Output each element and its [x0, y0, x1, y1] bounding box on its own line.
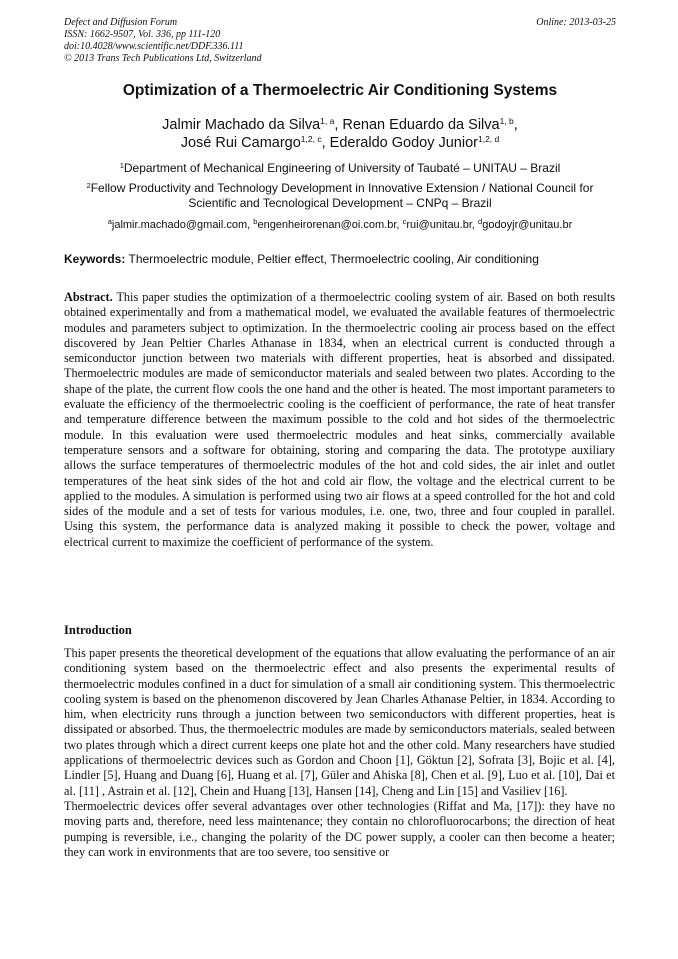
- abstract-label: Abstract.: [64, 290, 113, 304]
- affiliation-mark: 1: [119, 161, 124, 170]
- author-affiliation-mark: 1,2, d: [477, 134, 500, 144]
- author-affiliation-mark: 1, a: [320, 116, 335, 126]
- author-separator: ,: [321, 135, 326, 151]
- email-link[interactable]: godoyjr@unitau.br: [482, 219, 573, 231]
- author-affiliation-mark: 1,2, c: [300, 134, 322, 144]
- email-mark: c: [402, 217, 407, 226]
- author-name: Jalmir Machado da Silva: [162, 117, 321, 133]
- affiliation-2: [64, 181, 616, 211]
- email-mark: b: [253, 217, 258, 226]
- copyright-line: © 2013 Trans Tech Publications Ltd, Switzerland: [64, 53, 262, 64]
- author-emails: [64, 218, 616, 233]
- author-list: [64, 116, 616, 152]
- author-separator: ,: [513, 117, 518, 133]
- author-name: Ederaldo Godoy Junior: [329, 135, 478, 151]
- affiliation-text: Scientific and Tecnological Development – CNPq – Brazil: [188, 196, 492, 210]
- author-line-1: [64, 116, 616, 134]
- author-name: José Rui Camargo: [180, 135, 301, 151]
- email-mark: a: [107, 217, 112, 226]
- paragraph: Thermoelectric devices offer several advantages over other technologies (Riffat and Ma, [17]): they have no moving parts and, therefore, need less maintenance; they contain no chlorofluorocarbons; the direction of heat pumping is reversible, i.e., changing the polarity of the DC power supply, a cooler can then become a heater; they can work in environments that are too severe, too sensitive or: [64, 798, 615, 859]
- page-header: [64, 17, 616, 65]
- paragraph: This paper presents the theoretical development of the equations that allow evaluating the performance of an air conditioning system based on the thermoelectric effect and also presents the experimental results of thermoelectric modules confined in a duct for simulation of a small air conditioning system. This thermoelectric cooling system is based on the phenomenon discovered by Jean Charles Athanase Peltier, in 1834. According to him, when electricity runs through a junction between two semiconductors with different properties, heat is dissipated or absorbed. Thus, the thermoelectric modules are made by semiconductors materials, sealed between two plates through which a direct current keeps one plate hot and the other cold. Many researchers have studied applications of thermoelectric devices such as Gordon and Choon [1], Göktun [2], Sofrata [3], Bojic et al. [4], Lindler [5], Huang and Duang [6], Huang et al. [7], Güler and Ahiska [8], Chen et al. [9], Luo et al. [10], Dai et al. [11] , Astrain et al. [12], Chein and Huang [13], Hansen [14], Cheng and Lin [15] and Vasiliev [16].: [64, 646, 615, 798]
- email-link[interactable]: jalmir.machado@gmail.com,: [111, 219, 251, 231]
- introduction-body: [64, 646, 615, 860]
- paper-title: Optimization of a Thermoelectric Air Conditioning Systems: [122, 82, 558, 99]
- abstract: [64, 290, 615, 550]
- online-date: Online: 2013-03-25: [536, 17, 616, 28]
- keywords-text: Thermoelectric module, Peltier effect, Thermoelectric cooling, Air conditioning: [128, 252, 539, 266]
- section-heading-introduction: Introduction: [64, 623, 132, 637]
- author-name: Renan Eduardo da Silva: [342, 117, 500, 133]
- keywords-label: Keywords:: [64, 252, 126, 266]
- issn-line: ISSN: 1662-9507, Vol. 336, pp 111-120: [64, 29, 221, 40]
- email-mark: d: [478, 217, 483, 226]
- doi-line: doi:10.4028/www.scientific.net/DDF.336.111: [64, 41, 244, 52]
- email-link[interactable]: engenheirorenan@oi.com.br,: [257, 219, 400, 231]
- author-line-2: [64, 134, 616, 152]
- affiliation-text: Department of Mechanical Engineering of University of Taubaté – UNITAU – Brazil: [123, 161, 561, 175]
- author-separator: ,: [334, 117, 339, 133]
- affiliation-mark: 2: [86, 181, 91, 190]
- affiliation-1: [64, 161, 616, 176]
- journal-name: Defect and Diffusion Forum: [64, 17, 178, 28]
- affiliation-text: Fellow Productivity and Technology Development in Innovative Extension / National Council for: [90, 181, 594, 195]
- keywords: [64, 252, 616, 267]
- author-affiliation-mark: 1, b: [499, 116, 514, 126]
- email-link[interactable]: rui@unitau.br,: [406, 219, 475, 231]
- abstract-text: This paper studies the optimization of a thermoelectric cooling system of air. Based on both results obtained experimentally and from a mathematical model, we evaluated the available features of thermoelectric modules and parameters subject to optimization. In the thermoelectric cooling air process based on the effect discovered by Jean Peltier Charles Athanase in 1834, when an electrical current is conducted through a semiconductor junction between two materials with different properties, heat is absorbed and dissipated. Thermoelectric modules are made of semiconductor materials and sealed between two plates. According to the shape of the plate, the current flow cools the one hand and the other is heated. The most important parameters to evaluate the efficiency of the thermoelectric cooling is the coefficient of performance, the rate of heat transfer and temperature difference between the maximum possible to the cold and hot sides of the thermoelectric module. In this evaluation were used thermoelectric modules and heat sinks, commercially available temperature sensors and a software for obtaining, storing and comparing the data. The prototype auxiliary allows the surface temperatures of thermoelectric modules of the hot and cold sides, the air inlet and outlet temperatures of the heat sink sides of the hot and cold air flow, the voltage and the electrical current to be applied to the modules. A simulation is performed using two air flows at a speed controlled for the hot and cold sides of the module and a set of tests for various modules, i.e. one, two, three and four coupled in parallel. Using this system, the performance data is analyzed making it possible to check the power, voltage and electrical current to maximize the coefficient of performance of the system.: [64, 290, 616, 549]
